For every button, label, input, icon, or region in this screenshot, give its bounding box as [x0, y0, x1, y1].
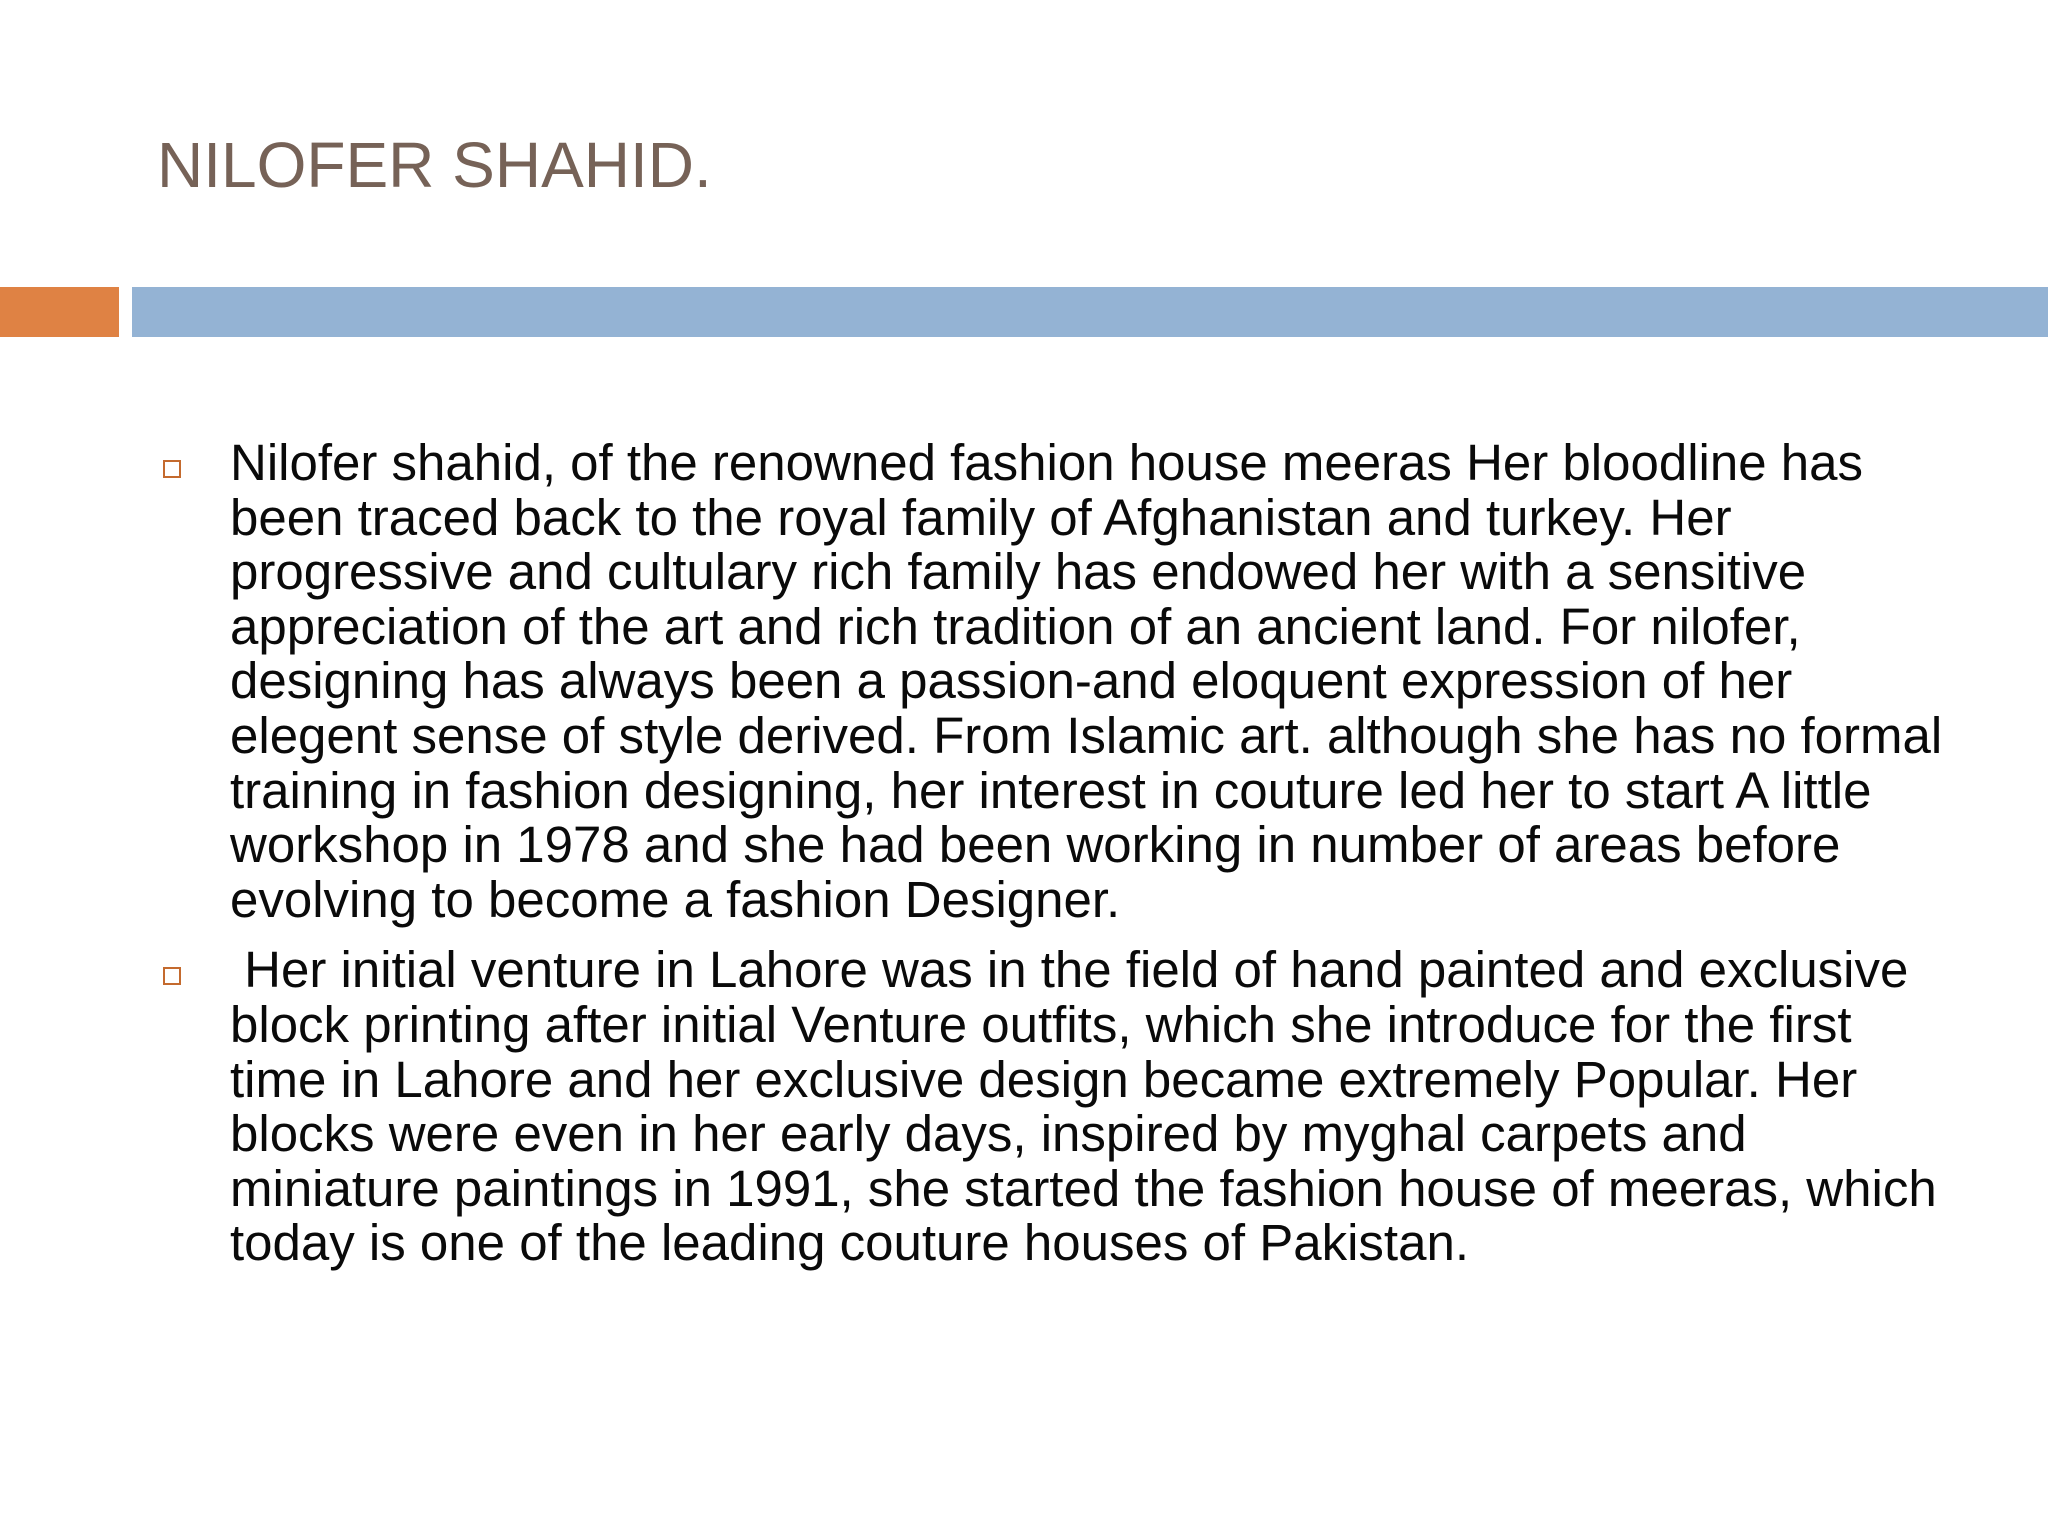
- hollow-square-bullet-icon: [163, 460, 181, 478]
- bullet-item-2: [159, 943, 1959, 1271]
- accent-bar-orange: [0, 287, 119, 337]
- hollow-square-bullet-icon: [163, 967, 181, 985]
- bullet-text-2: Her initial venture in Lahore was in the field of hand painted and exclusive block printing after initial Venture outfits, which she introduce for the first time in Lahore and her exclusive design became extremely Popular. Her blocks were even in her early days, inspired by myghal carpets and miniature paintings in 1991, she started the fashion house of meeras, which today is one of the leading couture houses of Pakistan.: [230, 941, 1951, 1272]
- slide-title: NILOFER SHAHID.: [157, 129, 712, 201]
- bullet-text-1: Nilofer shahid, of the renowned fashion house meeras Her bloodline has been traced back to the royal family of Afghanistan and turkey. Her progressive and cultulary rich family has endowed her with a sensitive appreciation of the art and rich tradition of an ancient land. For nilofer, designing has always been a passion-and eloquent expression of her elegent sense of style derived. From Islamic art. although she has no formal training in fashion designing, her interest in couture led her to start A little workshop in 1978 and she had been working in number of areas before evolving to become a fashion Designer.: [230, 434, 1943, 928]
- slide-body: [159, 436, 1959, 1287]
- bullet-item-1: [159, 436, 1959, 927]
- accent-bar-blue: [132, 287, 2048, 337]
